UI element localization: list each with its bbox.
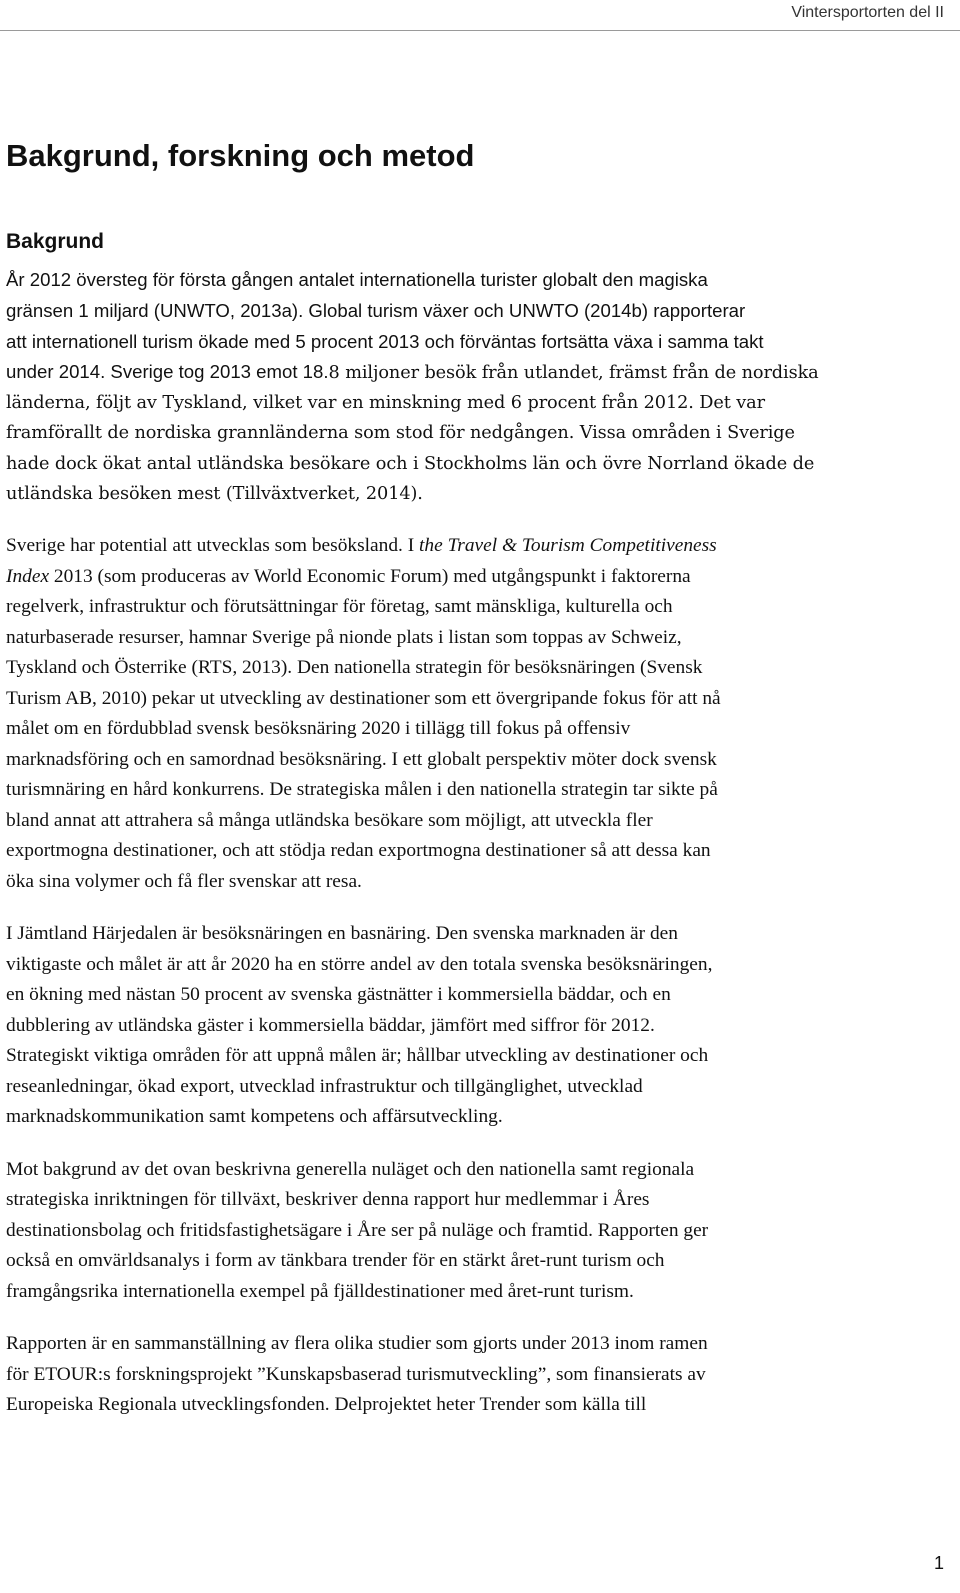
text-line (6, 562, 691, 592)
text-line: att internationell turism ökade med 5 procent 2013 och förväntas fortsätta växa i samma takt (6, 331, 764, 352)
text-line: Rapporten är en sammanställning av flera olika studier som gjorts under 2013 inom ramen (6, 1333, 708, 1354)
text-line: Strategiskt viktiga områden för att uppnå målen är; hållbar utveckling av destinationer och (6, 1045, 709, 1066)
text-line: viktigaste och målet är att år 2020 ha en större andel av den totala svenska besöksnäringen, (6, 954, 713, 975)
text-segment: 2013 (som produceras av World Economic Forum) med utgångspunkt i faktorerna (49, 566, 691, 587)
text-line (6, 357, 819, 388)
text-line: År 2012 översteg för första gången antalet internationella turister globalt den magiska (6, 269, 708, 290)
text-line: Mot bakgrund av det ovan beskrivna generella nuläget och den nationella samt regionala (6, 1159, 695, 1180)
index-title-italic: Index (6, 566, 50, 587)
text-segment: 8 miljoner besök från utlandet, främst från de nordiska (328, 363, 819, 383)
text-line: turismnäring en hård konkurrens. De strategiska målen i den nationella strategin tar sikte på (6, 779, 718, 800)
text-line: framförallt de nordiska grannländerna som stod för nedgången. Vissa områden i Sverige (6, 423, 795, 443)
text-line: hade dock ökat antal utländska besökare och i Stockholms län och övre Norrland ökade de (6, 454, 815, 474)
text-line: strategiska inriktningen för tillväxt, beskriver denna rapport hur medlemmar i Åres (6, 1189, 650, 1210)
text-line: målet om en fördubblad svensk besöksnäring 2020 i tillägg till fokus på offensiv (6, 718, 631, 739)
page-number: 1 (933, 1553, 944, 1573)
text-line: öka sina volymer och få fler svenskar att resa. (6, 871, 362, 892)
text-line: utländska besöken mest (Tillväxtverket, 2014). (6, 484, 423, 504)
text-line (6, 531, 717, 561)
text-line: Europeiska Regionala utvecklingsfonden. Delprojektet heter Trender som källa till (6, 1394, 647, 1415)
text-line: marknadsföring och en samordnad besöksnäring. I ett globalt perspektiv möter dock svensk (6, 749, 717, 770)
page-title: Bakgrund, forskning och metod (6, 138, 475, 173)
text-line: framgångsrika internationella exempel på fjälldestinationer med året-runt turism. (6, 1281, 634, 1302)
text-line: bland annat att attrahera så många utländska besökare som möjligt, att utveckla fler (6, 810, 653, 831)
text-line: marknadskommunikation samt kompetens och affärsutveckling. (6, 1106, 503, 1127)
text-line: reseanledningar, ökad export, utvecklad infrastruktur och tillgänglighet, utvecklad (6, 1076, 643, 1097)
text-segment: under 2014. Sverige tog 2013 emot 18. (6, 361, 329, 382)
text-line: Tyskland och Österrike (RTS, 2013). Den nationella strategin för besöksnäringen (Svensk (6, 657, 703, 678)
text-line: dubblering av utländska gäster i kommersiella bäddar, jämfört med siffror för 2012. (6, 1015, 655, 1036)
header-divider (0, 30, 960, 31)
text-line: en ökning med nästan 50 procent av svenska gästnätter i kommersiella bäddar, och en (6, 984, 671, 1005)
text-segment: Sverige har potential att utvecklas som besöksland. I (6, 535, 420, 556)
text-line: också en omvärldsanalys i form av tänkbara trender för en stärkt året-runt turism och (6, 1250, 665, 1271)
section-heading: Bakgrund (6, 230, 105, 253)
index-title-italic: the Travel & Tourism Competitiveness (419, 535, 717, 556)
text-line: Turism AB, 2010) pekar ut utveckling av destinationer som ett övergripande fokus för att nå (6, 688, 721, 709)
text-line: för ETOUR:s forskningsprojekt ”Kunskapsbaserad turismutveckling”, som finansierats av (6, 1364, 706, 1385)
text-line: exportmogna destinationer, och att stödja redan exportmogna destinationer så att dessa kan (6, 840, 711, 861)
text-line: gränsen 1 miljard (UNWTO, 2013a). Global turism växer och UNWTO (2014b) rapporterar (6, 300, 746, 321)
text-line: regelverk, infrastruktur och förutsättningar för företag, samt mänskliga, kulturella och (6, 596, 673, 617)
text-line: destinationsbolag och fritidsfastighetsägare i Åre ser på nuläge och framtid. Rapporten ger (6, 1220, 709, 1241)
text-line: I Jämtland Härjedalen är besöksnäringen en basnäring. Den svenska marknaden är den (6, 923, 678, 944)
text-line: naturbaserade resurser, hamnar Sverige på nionde plats i listan som toppas av Schweiz, (6, 627, 682, 648)
running-header: Vintersportorten del II (791, 4, 944, 21)
text-line: länderna, följt av Tyskland, vilket var en minskning med 6 procent från 2012. Det var (6, 393, 765, 413)
